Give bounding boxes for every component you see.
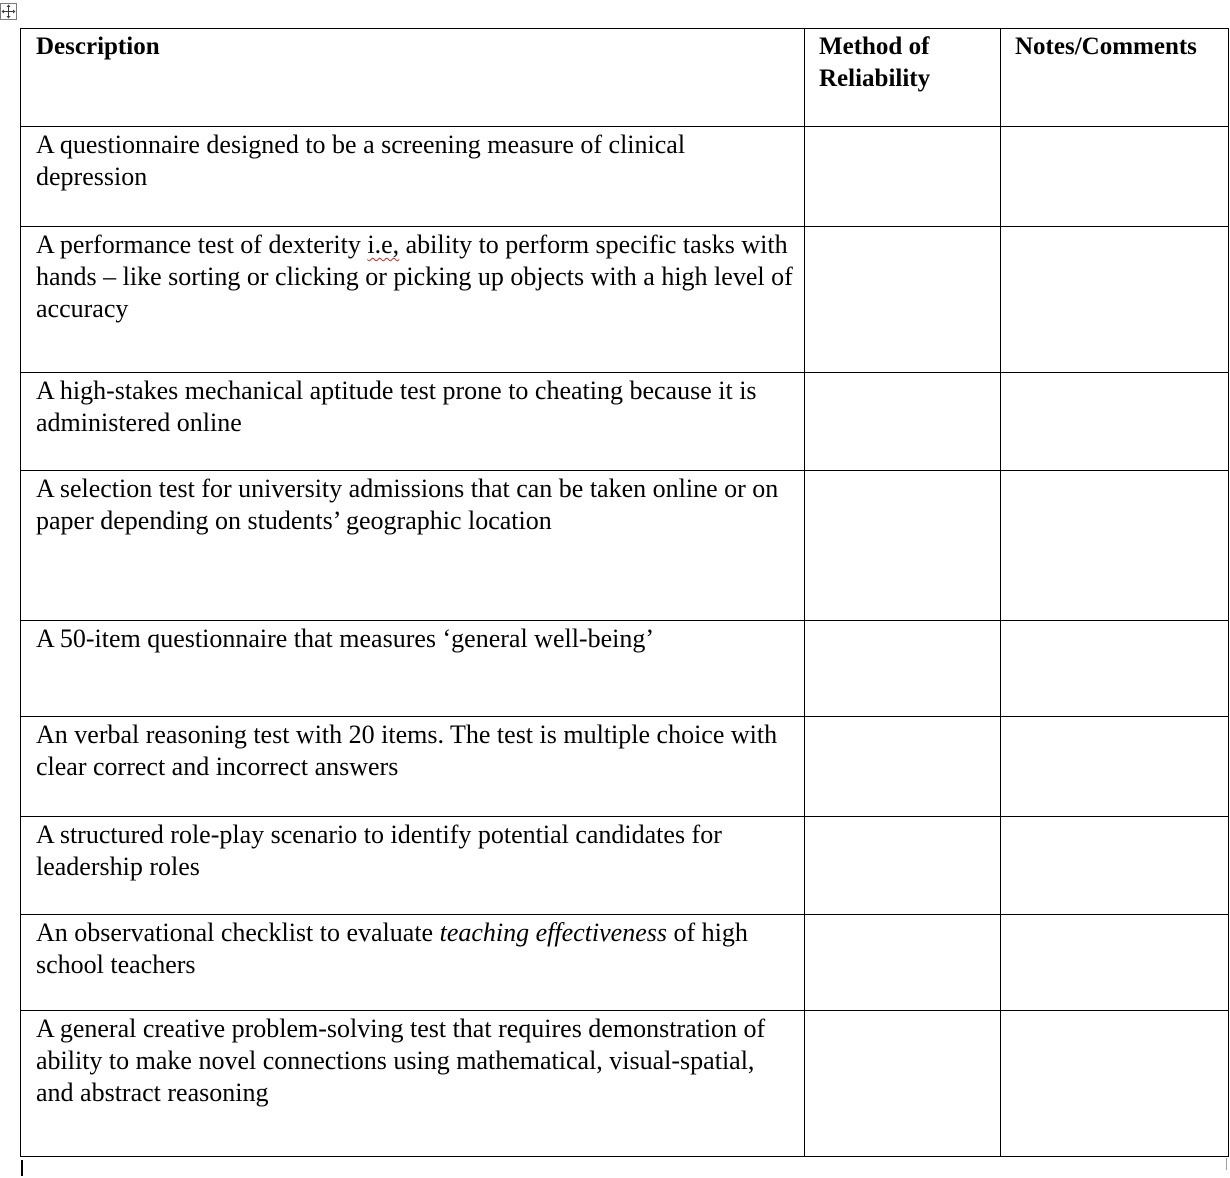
method-cell[interactable] [805,717,1001,817]
description-text: A high-stakes mechanical aptitude test prone to cheating because it is administered online [36,376,757,437]
method-cell[interactable] [805,621,1001,717]
method-cell[interactable] [805,817,1001,915]
table-row [21,127,1229,227]
description-cell[interactable] [21,915,805,1011]
header-method-line2: Reliability [819,65,931,92]
notes-cell[interactable] [1001,471,1229,621]
table-row [21,621,1229,717]
reliability-table [20,28,1229,1157]
description-text: A performance test of dexterity [36,230,368,259]
notes-cell[interactable] [1001,127,1229,227]
notes-cell[interactable] [1001,621,1229,717]
notes-cell[interactable] [1001,717,1229,817]
table-move-handle-icon[interactable] [0,3,17,20]
method-cell[interactable] [805,1011,1001,1157]
notes-cell[interactable] [1001,1011,1229,1157]
table-row [21,717,1229,817]
description-text: A selection test for university admissions that can be taken online or on paper depending on students’ geographic location [36,474,779,535]
table-row [21,817,1229,915]
description-cell[interactable] [21,471,805,621]
description-text: A structured role-play scenario to identify potential candidates for leadership roles [36,820,722,881]
header-description[interactable] [21,29,805,127]
text-cursor [21,1160,23,1176]
description-cell[interactable] [21,817,805,915]
table-row [21,373,1229,471]
table-row [21,227,1229,373]
header-notes-label: Notes/Comments [1015,33,1197,60]
page-edge-mark [1226,1158,1227,1170]
notes-cell[interactable] [1001,227,1229,373]
table-row [21,471,1229,621]
description-cell[interactable] [21,1011,805,1157]
spellcheck-flagged-word[interactable]: i.e, [367,230,400,259]
method-cell[interactable] [805,373,1001,471]
notes-cell[interactable] [1001,915,1229,1011]
description-text: ability to perform specific tasks with hands – like sorting or clicking or picking up objects with a high level of accuracy [36,230,793,323]
header-description-label: Description [36,33,160,60]
method-cell[interactable] [805,915,1001,1011]
method-cell[interactable] [805,471,1001,621]
description-text: A questionnaire designed to be a screening measure of clinical depression [36,130,686,191]
method-cell[interactable] [805,227,1001,373]
header-notes-comments[interactable] [1001,29,1229,127]
description-cell[interactable] [21,717,805,817]
description-emphasis: teaching effectiveness [439,918,667,947]
description-text: A 50-item questionnaire that measures ‘general well-being’ [36,624,655,653]
method-cell[interactable] [805,127,1001,227]
header-method-of-reliability[interactable] [805,29,1001,127]
description-cell[interactable] [21,373,805,471]
table-header-row [21,29,1229,127]
description-text: A general creative problem-solving test that requires demonstration of ability to make novel connections using mathematical, visual-spatial, and abstract reasoning [36,1014,766,1107]
description-text: An verbal reasoning test with 20 items. The test is multiple choice with clear correct and incorrect answers [36,720,778,781]
header-method-line1: Method of [819,33,930,60]
notes-cell[interactable] [1001,373,1229,471]
table-row [21,1011,1229,1157]
description-cell[interactable] [21,127,805,227]
notes-cell[interactable] [1001,817,1229,915]
description-cell[interactable] [21,227,805,373]
description-cell[interactable] [21,621,805,717]
description-text: of high school teachers [36,918,748,979]
description-text: An observational checklist to evaluate [36,918,440,947]
table-row [21,915,1229,1011]
